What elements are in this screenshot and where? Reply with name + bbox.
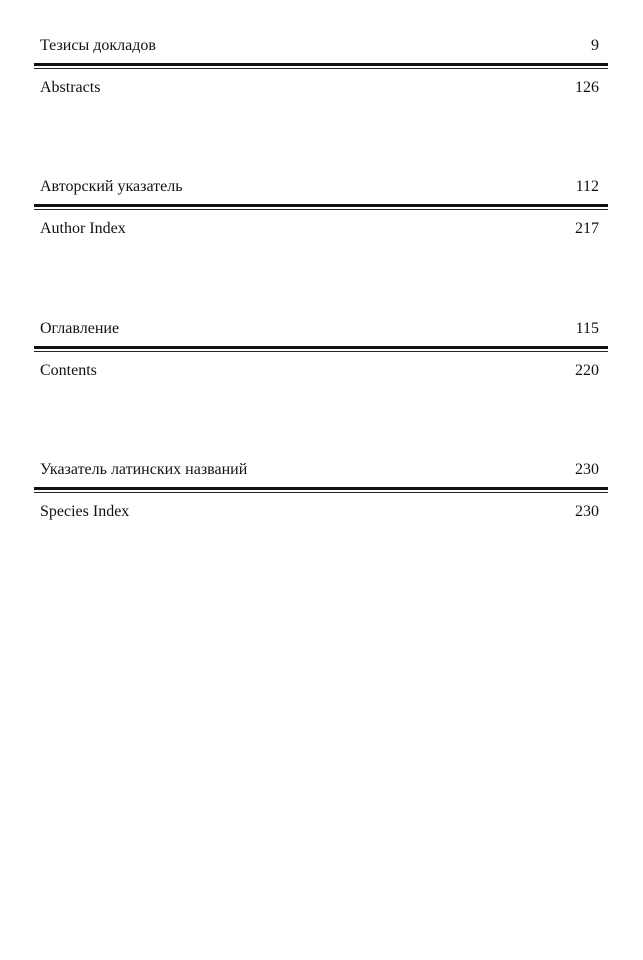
toc-row-english bbox=[40, 76, 599, 98]
double-rule-divider bbox=[34, 346, 608, 352]
toc-entry-page-en: 217 bbox=[575, 220, 599, 237]
toc-entry-page-en: 220 bbox=[575, 362, 599, 379]
toc-entry-title-en: Author Index bbox=[40, 220, 126, 237]
double-rule-divider bbox=[34, 204, 608, 210]
toc-row-english bbox=[40, 217, 599, 239]
toc-entry-author-index bbox=[34, 175, 608, 235]
toc-entry-abstracts bbox=[34, 34, 608, 94]
toc-entry-title-en: Abstracts bbox=[40, 79, 101, 96]
toc-entry-page-ru: 9 bbox=[591, 37, 599, 54]
toc-entry-contents bbox=[34, 317, 608, 377]
toc-entry-page-ru: 230 bbox=[575, 461, 599, 478]
toc-entry-title-ru: Указатель латинских названий bbox=[40, 461, 248, 478]
toc-entry-page-ru: 112 bbox=[575, 178, 599, 195]
toc-entry-page-ru: 115 bbox=[575, 320, 599, 337]
toc-row-russian bbox=[40, 458, 599, 480]
toc-row-english bbox=[40, 359, 599, 381]
toc-entry-title-ru: Тезисы докладов bbox=[40, 37, 156, 54]
toc-entry-title-ru: Оглавление bbox=[40, 320, 120, 337]
toc-row-english bbox=[40, 500, 599, 522]
toc-entry-page-en: 126 bbox=[575, 79, 599, 96]
toc-entry-species-index bbox=[34, 458, 608, 518]
double-rule-divider bbox=[34, 487, 608, 493]
toc-entry-page-en: 230 bbox=[575, 503, 599, 520]
toc-entry-title-en: Species Index bbox=[40, 503, 130, 520]
double-rule-divider bbox=[34, 63, 608, 69]
toc-row-russian bbox=[40, 175, 599, 197]
toc-row-russian bbox=[40, 317, 599, 339]
toc-entry-title-ru: Авторский указатель bbox=[40, 178, 183, 195]
toc-entry-title-en: Contents bbox=[40, 362, 97, 379]
toc-row-russian bbox=[40, 34, 599, 56]
